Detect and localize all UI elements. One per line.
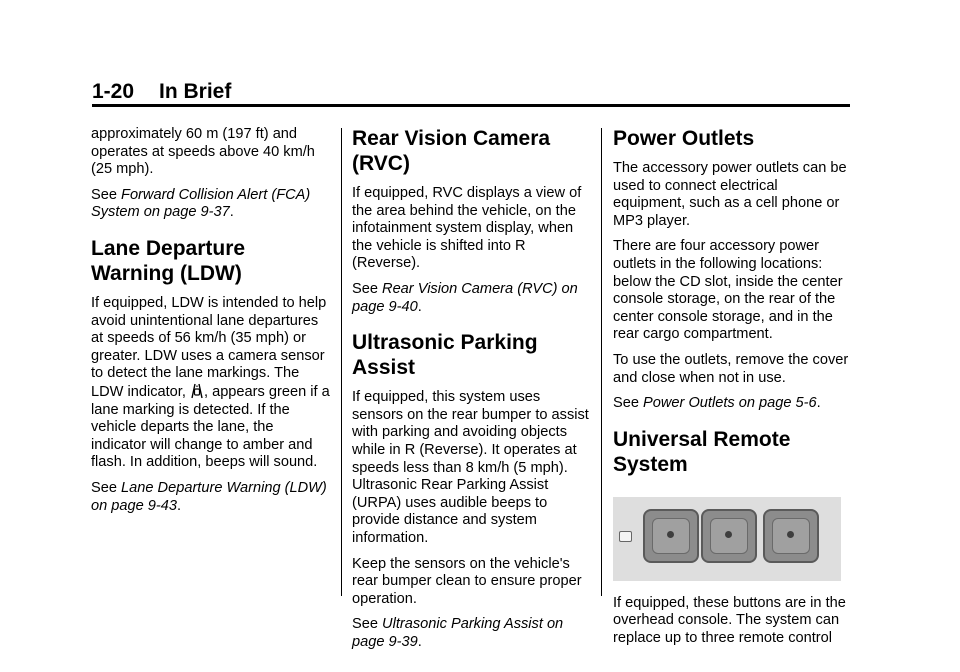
heading-power-outlets: Power Outlets (613, 127, 755, 150)
heading-rvc: Rear Vision Camera (RVC) (352, 127, 551, 175)
paragraph-fca-continued: approximately 60 m (197 ft) and operates at speeds above 40 km/h (25 mph). (91, 126, 315, 178)
remote-button-2-icon (701, 509, 757, 563)
header-rule (92, 104, 850, 107)
heading-ldw: Lane Departure Warning (LDW) (91, 236, 246, 285)
paragraph-po-2: There are four accessory power outlets in the following locations: below the CD slot, inside the center console storage, on the rear of the center console storage, and in the rear cargo compartment. (613, 238, 843, 343)
paragraph-po-1: The accessory power outlets can be used to connect electrical equipment, such as a cell phone or MP3 player. (613, 160, 847, 229)
column-divider-1 (341, 128, 342, 596)
paragraph-urs: If equipped, these buttons are in the overhead console. The system can replace up to three remote control (613, 594, 846, 646)
heading-urs: Universal Remote System (613, 427, 791, 476)
remote-button-1-icon (643, 509, 699, 563)
upa-link[interactable]: Ultrasonic Parking Assist on page 9-39 (352, 616, 564, 650)
rvc-link[interactable]: Rear Vision Camera (RVC) on page 9-40 (352, 280, 578, 315)
paragraph-po-3: To use the outlets, remove the cover and close when not in use. (613, 351, 849, 386)
column-1 (91, 126, 332, 523)
heading-upa: Ultrasonic Parking Assist (352, 331, 538, 380)
see-reference-po: See Power Outlets on page 5-6. (613, 395, 821, 412)
universal-remote-buttons-image (613, 497, 841, 581)
po-link[interactable]: Power Outlets on page 5-6 (643, 395, 817, 412)
paragraph-rvc: If equipped, RVC displays a view of the area behind the vehicle, on the infotainment system display, when the vehicle is shifted into R (Reverse). (352, 185, 582, 272)
see-reference-fca: See Forward Collision Alert (FCA) System on page 9-37. (91, 186, 311, 221)
fca-link[interactable]: Forward Collision Alert (FCA) System on page 9-37 (91, 186, 311, 221)
paragraph-upa-1: If equipped, this system uses sensors on the rear bumper to assist with parking and avoiding objects while in R (Reverse). It operates at speeds less than 8 km/h (5 mph). Ultrasonic Rear Parking Assist (URPA) uses audible beeps to provide distance and system information. (352, 389, 589, 546)
see-reference-rvc: See Rear Vision Camera (RVC) on page 9-40. (352, 280, 578, 315)
page-header (92, 78, 850, 108)
column-divider-2 (601, 128, 602, 596)
lane-departure-icon (190, 383, 204, 399)
paragraph-ldw: If equipped, LDW is intended to help avoid unintentional lane departures at speeds of 56 km/h (35 mph) or greater. LDW uses a camera sensor to detect the lane markings. The LDW indicator, , appears green if a lane marking is detected. If the vehicle departs the lane, the indicator will change to amber and flash. In addition, beeps will sound. (91, 294, 330, 471)
ldw-link[interactable]: Lane Departure Warning (LDW) on page 9-43 (91, 479, 327, 514)
section-title: In Brief (159, 80, 232, 103)
paragraph-upa-2: Keep the sensors on the vehicle's rear bumper clean to ensure proper operation. (352, 555, 582, 607)
column-2 (352, 126, 592, 659)
remote-button-3-icon (763, 509, 819, 563)
see-reference-ldw: See Lane Departure Warning (LDW) on page 9-43. (91, 479, 327, 514)
indicator-light-icon (619, 531, 632, 542)
page-number: 1-20 (92, 80, 135, 103)
column-3 (613, 126, 853, 656)
see-reference-upa: See Ultrasonic Parking Assist on page 9-39. (352, 616, 564, 650)
